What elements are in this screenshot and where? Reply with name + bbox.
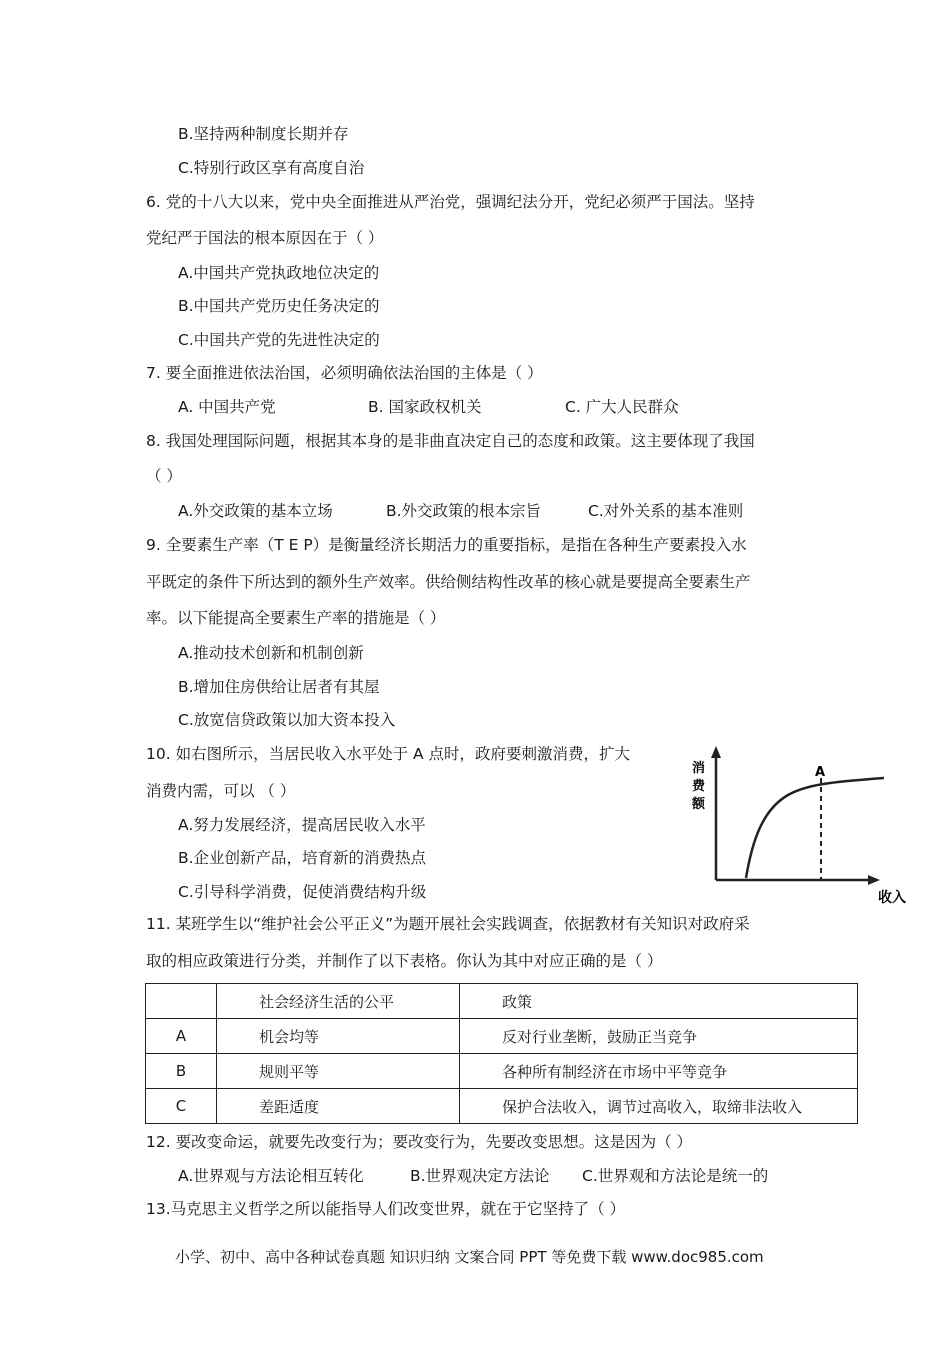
table-cell: C — [146, 1089, 217, 1124]
table-header-cell — [146, 984, 217, 1019]
q12-option-a: A.世界观与方法论相互转化 — [178, 1167, 364, 1185]
q7-option-a: A. 中国共产党 — [178, 398, 276, 416]
table-cell: 规则平等 — [217, 1054, 460, 1089]
y-axis-label-2: 费 — [692, 779, 706, 794]
q10-option-b: B.企业创新产品，培育新的消费热点 — [178, 849, 427, 867]
q13-stem: 13.马克思主义哲学之所以能指导人们改变世界，就在于它坚持了（ ） — [146, 1200, 626, 1218]
table-cell: A — [146, 1019, 217, 1054]
table-header-row — [146, 984, 858, 1019]
q9-option-c: C.放宽信贷政策以加大资本投入 — [178, 711, 396, 729]
policy-table — [145, 983, 858, 1124]
q10-option-a: A.努力发展经济，提高居民收入水平 — [178, 816, 426, 834]
table-row — [146, 1019, 858, 1054]
point-a-label: A — [815, 765, 826, 780]
table-cell: B — [146, 1054, 217, 1089]
q10-option-c: C.引导科学消费，促使消费结构升级 — [178, 883, 427, 901]
y-axis-label-1: 消 — [692, 761, 706, 776]
q6-stem-line-1: 6. 党的十八大以来，党中央全面推进从严治党，强调纪法分开，党纪必须严于国法。坚持 — [146, 193, 755, 211]
q7-option-c: C. 广大人民群众 — [565, 398, 679, 416]
table-row — [146, 1054, 858, 1089]
q7-stem: 7. 要全面推进依法治国，必须明确依法治国的主体是（ ） — [146, 364, 543, 382]
table-cell: 反对行业垄断，鼓励正当竞争 — [460, 1019, 858, 1054]
q6-option-b: B.中国共产党历史任务决定的 — [178, 297, 380, 315]
q11-stem-line-2: 取的相应政策进行分类，并制作了以下表格。你认为其中对应正确的是（ ） — [146, 952, 663, 970]
q8-stem-line-1: 8. 我国处理国际问题，根据其本身的是非曲直决定自己的态度和政策。这主要体现了我国 — [146, 432, 755, 450]
q11-stem-line-1: 11. 某班学生以“维护社会公平正义”为题开展社会实践调查，依据教材有关知识对政府采 — [146, 915, 750, 933]
q9-stem-line-2: 平既定的条件下所达到的额外生产效率。供给侧结构性改革的核心就是要提高全要素生产 — [146, 573, 751, 591]
q10-stem-line-2: 消费内需，可以 （ ） — [146, 782, 296, 800]
table-row — [146, 1089, 858, 1124]
q8-option-b: B.外交政策的根本宗旨 — [386, 502, 542, 520]
consumption-curve — [746, 778, 884, 878]
q12-option-c: C.世界观和方法论是统一的 — [582, 1167, 769, 1185]
q6-option-c: C.中国共产党的先进性决定的 — [178, 331, 380, 349]
q9-option-a: A.推动技术创新和机制创新 — [178, 644, 364, 662]
table-cell: 各种所有制经济在市场中平等竞争 — [460, 1054, 858, 1089]
table-header-cell: 政策 — [460, 984, 858, 1019]
q12-stem: 12. 要改变命运，就要先改变行为；要改变行为，先要改变思想。这是因为（ ） — [146, 1133, 693, 1151]
q10-stem-line-1: 10. 如右图所示，当居民收入水平处于 A 点时，政府要刺激消费，扩大 — [146, 745, 631, 763]
x-axis-label: 收入 — [878, 890, 906, 906]
q8-stem-line-2: （ ） — [146, 467, 182, 485]
footer-text: 小学、初中、高中各种试卷真题 知识归纳 文案合同 PPT 等免费下载 www.doc985.com — [175, 1248, 764, 1266]
table-cell: 机会均等 — [217, 1019, 460, 1054]
x-axis-arrow — [868, 875, 880, 885]
table-header-cell: 社会经济生活的公平 — [217, 984, 460, 1019]
table-cell: 差距适度 — [217, 1089, 460, 1124]
q8-option-a: A.外交政策的基本立场 — [178, 502, 333, 520]
q5-option-b: B.坚持两种制度长期并存 — [178, 125, 349, 143]
q9-option-b: B.增加住房供给让居者有其屋 — [178, 678, 380, 696]
q6-option-a: A.中国共产党执政地位决定的 — [178, 264, 380, 282]
y-axis-arrow — [711, 746, 721, 758]
q9-stem-line-3: 率。以下能提高全要素生产率的措施是（ ） — [146, 609, 446, 627]
q6-stem-line-2: 党纪严于国法的根本原因在于（ ） — [146, 229, 384, 247]
y-axis-label-3: 额 — [692, 797, 706, 812]
q12-option-b: B.世界观决定方法论 — [410, 1167, 550, 1185]
table-cell: 保护合法收入，调节过高收入，取缔非法收入 — [460, 1089, 858, 1124]
q8-option-c: C.对外关系的基本准则 — [588, 502, 744, 520]
q7-option-b: B. 国家政权机关 — [368, 398, 482, 416]
q9-stem-line-1: 9. 全要素生产率（T E P）是衡量经济长期活力的重要指标，是指在各种生产要素投入水 — [146, 536, 747, 554]
consumption-income-chart — [688, 742, 918, 907]
q5-option-c: C.特别行政区享有高度自治 — [178, 159, 365, 177]
